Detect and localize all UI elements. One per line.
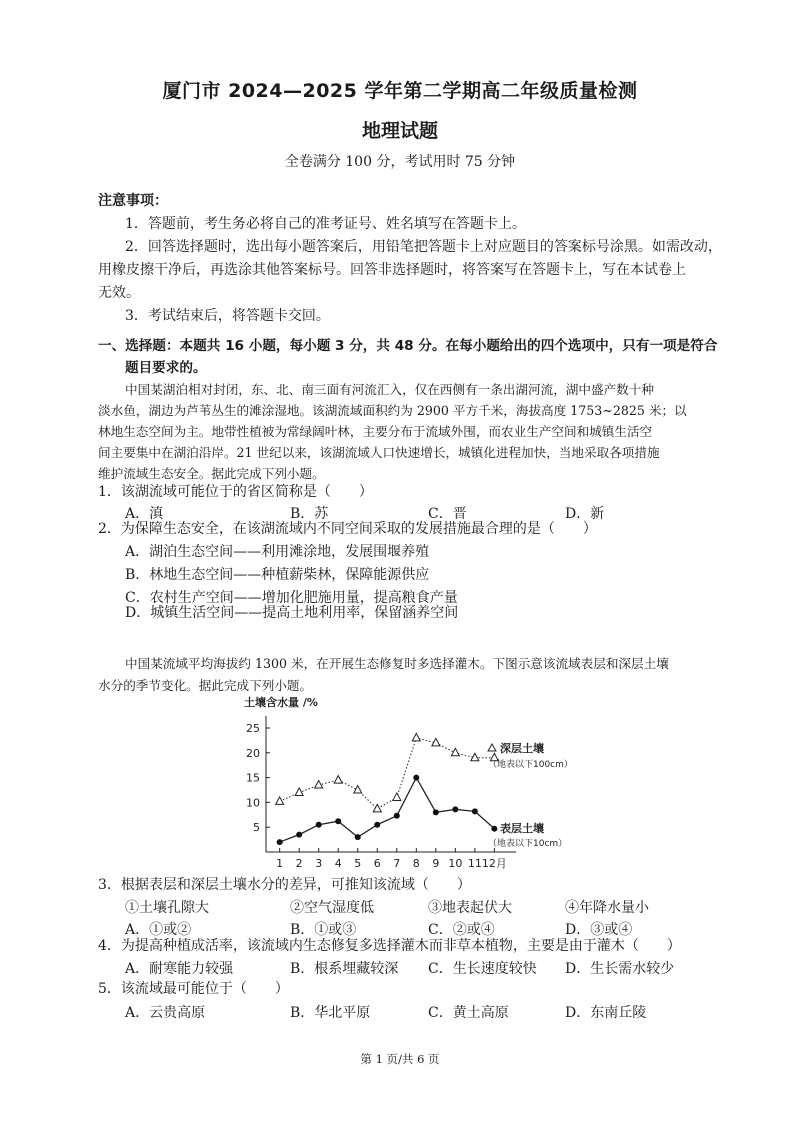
q1-option-d[interactable]: D．新 bbox=[565, 506, 605, 522]
legend-note-surface: （地表以下10cm） bbox=[488, 839, 568, 849]
q5-option-d[interactable]: D．东南丘陵 bbox=[565, 1005, 647, 1021]
y-tick-label: 20 bbox=[246, 746, 260, 760]
q3-statement-3: ③地表起伏大 bbox=[428, 900, 512, 916]
q5-option-c[interactable]: C．黄土高原 bbox=[428, 1005, 509, 1021]
passage-line: 中国某湖泊相对封闭，东、北、南三面有河流汇入，仅在西侧有一条出湖河流，湖中盛产数十种 bbox=[125, 382, 654, 397]
q3-statement-2: ②空气湿度低 bbox=[290, 900, 374, 916]
data-point-surface bbox=[472, 808, 478, 814]
passage-line: 水分的季节变化。据此完成下列小题。 bbox=[98, 678, 313, 693]
x-tick-label: 3 bbox=[315, 857, 323, 870]
data-point-deep bbox=[315, 781, 323, 789]
score-info: 全卷满分 100 分，考试用时 75 分钟 bbox=[284, 154, 516, 170]
x-tick-label: 2 bbox=[295, 857, 303, 870]
x-tick-label: 5 bbox=[354, 857, 362, 870]
question-4-stem: 4．为提高种植成活率，该流域内生态修复多选择灌木而非草本植物，主要是由于灌木（ ） bbox=[98, 938, 681, 954]
question-2-stem: 2．为保障生态安全，在该湖流域内不同空间采取的发展措施最合理的是（ ） bbox=[98, 521, 597, 537]
legend-note-deep: （地表以下100cm） bbox=[488, 760, 573, 770]
y-tick-label: 10 bbox=[246, 796, 260, 810]
notice-item: 1．答题前，考生务必将自己的准考证号、姓名填写在答题卡上。 bbox=[125, 216, 526, 232]
data-point-deep bbox=[373, 804, 381, 812]
data-point-surface bbox=[316, 822, 322, 828]
x-tick-label: 7 bbox=[393, 857, 401, 870]
y-tick-label: 5 bbox=[253, 821, 260, 835]
q5-option-a[interactable]: A．云贵高原 bbox=[125, 1005, 206, 1021]
q1-option-b[interactable]: B．苏 bbox=[290, 506, 329, 522]
data-point-deep bbox=[412, 733, 420, 741]
series-line-deep bbox=[280, 738, 495, 809]
legend-label-surface: 表层土壤 bbox=[500, 822, 544, 835]
exam-title: 厦门市 2024—2025 学年第二学期高二年级质量检测 bbox=[162, 80, 638, 102]
x-tick-label: 12月 bbox=[481, 857, 507, 870]
data-point-surface bbox=[433, 809, 439, 815]
legend-marker-deep bbox=[488, 744, 496, 751]
passage-line: 间主要集中在湖泊沿岸。21 世纪以来，该湖流域人口快速增长，城镇化进程加快，当地采取各项措施 bbox=[98, 445, 660, 460]
q3-option-a[interactable]: A．①或② bbox=[125, 922, 192, 938]
page-number: 第 1 页/共 6 页 bbox=[360, 1052, 440, 1066]
notice-heading: 注意事项： bbox=[98, 193, 168, 209]
data-point-deep bbox=[393, 793, 401, 801]
passage-line: 中国某流域平均海拔约 1300 米，在开展生态修复时多选择灌木。下图示意该流域表层和深层土壤 bbox=[125, 656, 669, 671]
q2-option-c[interactable]: C．农村生产空间——增加化肥施用量，提高粮食产量 bbox=[125, 590, 458, 606]
q4-option-c[interactable]: C．生长速度较快 bbox=[428, 961, 537, 977]
y-tick-label: 15 bbox=[246, 771, 260, 785]
notice-item: 用橡皮擦干净后，再选涂其他答案标号。回答非选择题时，将答案写在答题卡上，写在本试卷上 bbox=[98, 262, 686, 278]
passage-line: 林地生态空间为主。地带性植被为常绿阔叶林，主要分布于流域外围，而农业生产空间和城镇生活空 bbox=[98, 424, 653, 439]
data-point-deep bbox=[276, 797, 284, 805]
data-point-deep bbox=[295, 788, 303, 796]
x-tick-label: 6 bbox=[373, 857, 381, 870]
data-point-surface bbox=[394, 813, 400, 819]
q3-option-c[interactable]: C．②或④ bbox=[428, 922, 495, 938]
q3-option-d[interactable]: D．③或④ bbox=[565, 922, 633, 938]
data-point-deep bbox=[334, 776, 342, 784]
x-tick-label: 8 bbox=[412, 857, 420, 870]
x-tick-label: 11 bbox=[467, 857, 482, 870]
legend-label-deep: 深层土壤 bbox=[500, 742, 544, 755]
q3-statement-1: ①土壤孔隙大 bbox=[125, 900, 209, 916]
exam-subject: 地理试题 bbox=[361, 120, 438, 142]
data-point-deep bbox=[354, 786, 362, 794]
data-point-surface bbox=[335, 818, 341, 824]
data-point-surface bbox=[277, 839, 283, 845]
q2-option-d[interactable]: D．城镇生活空间——提高土地利用率，保留涵养空间 bbox=[125, 605, 459, 621]
q1-option-a[interactable]: A．滇 bbox=[125, 506, 164, 522]
q4-option-a[interactable]: A．耐寒能力较强 bbox=[125, 961, 234, 977]
notice-item: 无效。 bbox=[98, 285, 140, 301]
data-point-deep bbox=[451, 748, 459, 756]
data-point-surface bbox=[491, 826, 497, 832]
data-point-surface bbox=[355, 834, 361, 840]
y-axis-label: 土壤含水量 /% bbox=[244, 696, 318, 709]
x-tick-label: 4 bbox=[334, 857, 342, 870]
soil-moisture-chart bbox=[0, 690, 800, 880]
q2-option-a[interactable]: A．湖泊生态空间——利用滩涂地，发展围堰养殖 bbox=[125, 544, 430, 560]
section-heading: 一、选择题：本题共 16 小题，每小题 3 分，共 48 分。在每小题给出的四个选项中，只有一项是符合 bbox=[98, 338, 718, 354]
y-tick-label: 25 bbox=[246, 722, 260, 735]
x-tick-label: 1 bbox=[276, 857, 284, 870]
q5-option-b[interactable]: B．华北平原 bbox=[290, 1005, 371, 1021]
q4-option-d[interactable]: D．生长需水较少 bbox=[565, 961, 675, 977]
question-3-stem: 3．根据表层和深层土壤水分的差异，可推知该流域（ ） bbox=[98, 877, 471, 893]
passage-line: 淡水鱼，湖边为芦苇丛生的滩涂湿地。该湖流域面积约为 2900 平方千米，海拔高度 1753~2825 米；以 bbox=[98, 403, 687, 418]
section-heading-cont: 题目要求的。 bbox=[125, 360, 207, 376]
question-5-stem: 5．该流域最可能位于（ ） bbox=[98, 981, 289, 997]
x-tick-label: 9 bbox=[432, 857, 440, 870]
data-point-surface bbox=[296, 832, 302, 838]
q3-statement-4: ④年降水量小 bbox=[565, 900, 649, 916]
x-tick-label: 10 bbox=[448, 857, 463, 870]
q4-option-b[interactable]: B．根系埋藏较深 bbox=[290, 961, 399, 977]
passage-line: 维护流域生态安全。据此完成下列小题。 bbox=[98, 466, 325, 481]
question-1-stem: 1．该湖流域可能位于的省区简称是（ ） bbox=[98, 484, 373, 500]
data-point-surface bbox=[413, 775, 419, 781]
data-point-surface bbox=[452, 806, 458, 812]
data-point-surface bbox=[374, 822, 380, 828]
notice-item: 2．回答选择题时，选出每小题答案后，用铅笔把答题卡上对应题目的答案标号涂黑。如需改动， bbox=[125, 239, 722, 255]
q2-option-b[interactable]: B．林地生态空间——种植薪柴林，保障能源供应 bbox=[125, 567, 430, 583]
q1-option-c[interactable]: C．晋 bbox=[428, 506, 467, 522]
notice-item: 3．考试结束后，将答题卡交回。 bbox=[125, 308, 330, 324]
q3-option-b[interactable]: B．①或③ bbox=[290, 922, 357, 938]
